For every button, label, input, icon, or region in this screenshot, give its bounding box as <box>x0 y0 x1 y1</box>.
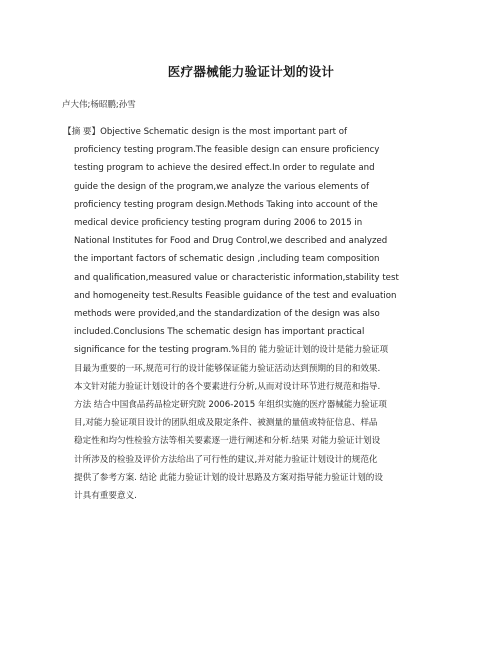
abstract-line: included.Conclusions The schematic design has important practical <box>74 327 365 338</box>
abstract-line: testing program to achieve the desired effect.In order to regulate and <box>74 163 375 174</box>
abstract <box>63 123 434 505</box>
abstract-line: methods were provided,and the standardization of the design was also <box>74 309 380 320</box>
paper-title: 医疗器械能力验证计划的设计 <box>167 64 335 79</box>
author-list: 卢大伟;杨昭鹏;孙雪 <box>62 100 136 110</box>
abstract-line: 计具有重要意义. <box>74 491 137 502</box>
abstract-line: 本文针对能力验证计划设计的各个要素进行分析,从而对设计环节进行规范和指导. <box>74 381 381 392</box>
abstract-line: medical device proficiency testing program during 2006 to 2015 in <box>74 218 363 229</box>
abstract-line: the important factors of schematic design ,including team composition <box>74 254 380 265</box>
abstract-line: 【摘 要】Objective Schematic design is the most important part of <box>63 127 348 137</box>
abstract-line: National Institutes for Food and Drug Control,we described and analyzed <box>74 236 388 247</box>
abstract-line: 方法 结合中国食品药品检定研究院 2006-2015 年组织实施的医疗器械能力验证项 <box>74 400 387 411</box>
abstract-line: 目最为重要的一环,规范可行的设计能够保证能力验证活动达到预期的目的和效果. <box>74 363 381 374</box>
abstract-line: significance for the testing program.%目的 能力验证计划的设计是能力验证项 <box>74 345 389 356</box>
abstract-line: 目,对能力验证项目设计的团队组成及限定条件、被测量的量值或特征信息、样品 <box>74 418 378 429</box>
abstract-line: guide the design of the program,we analyze the various elements of <box>74 181 370 192</box>
abstract-line: proficiency testing program design.Methods Taking into account of the <box>74 199 378 210</box>
abstract-line: 稳定性和均匀性检验方法等相关要素逐一进行阐述和分析.结果 对能力验证计划设 <box>74 436 381 447</box>
abstract-line: 提供了参考方案. 结论 此能力验证计划的设计思路及方案对指导能力验证计划的设 <box>74 472 383 483</box>
abstract-line: 计所涉及的检验及评价方法给出了可行性的建议,并对能力验证计划设计的规范化 <box>74 454 378 465</box>
abstract-line: proficiency testing program.The feasible design can ensure proficiency <box>74 145 380 156</box>
abstract-line: and qualification,measured value or characteristic information,stability test <box>74 272 399 283</box>
abstract-line: and homogeneity test.Results Feasible guidance of the test and evaluation <box>74 290 397 301</box>
